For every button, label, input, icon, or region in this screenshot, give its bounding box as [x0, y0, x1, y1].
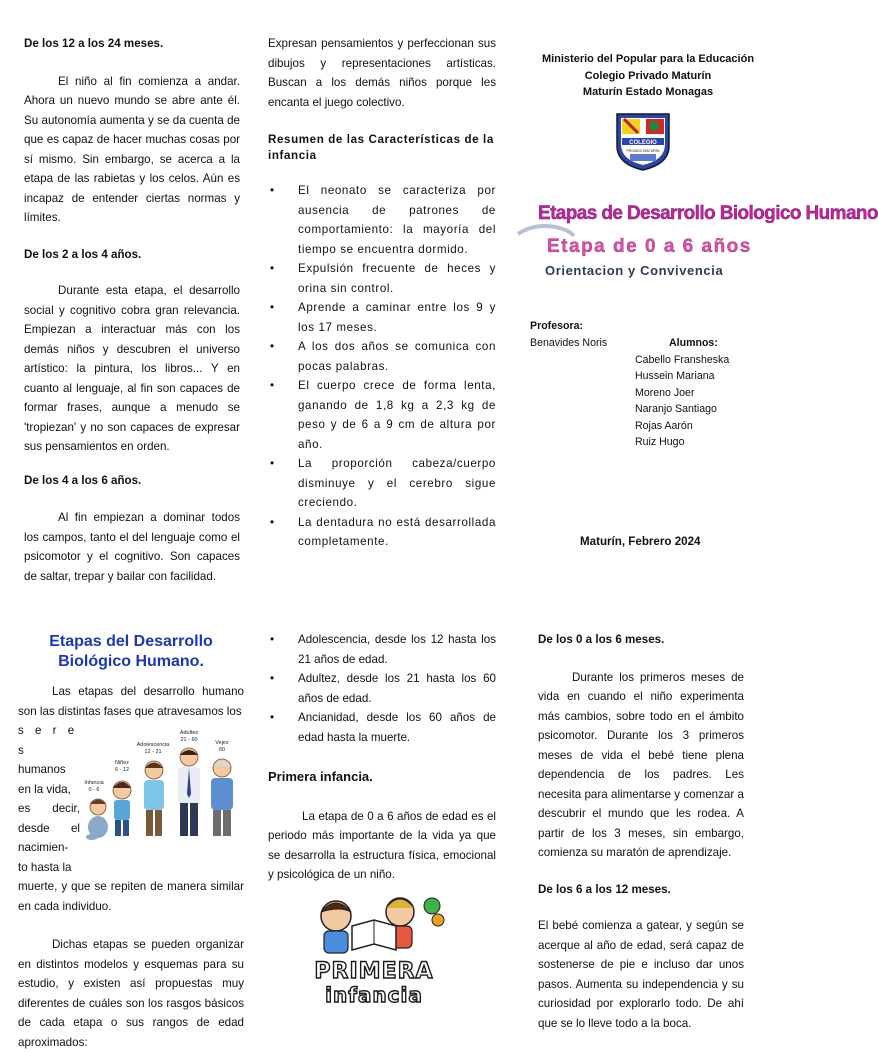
characteristic-item: • Aprende a caminar entre los 9 y los 17 meses. — [268, 298, 496, 337]
student-name: Moreno Joer — [635, 386, 695, 399]
characteristic-item: • El neonato se caracteriza por ausencia de patrones de comportamiento: la mayoría del tiempo se encuentra dormido. — [268, 181, 496, 259]
student-name: Hussein Mariana — [635, 370, 715, 382]
resumen-title: Resumen de las Características de la infancia — [268, 133, 494, 162]
cover-date: Maturín, Febrero 2024 — [580, 535, 701, 548]
heading-4-6-years: De los 4 a los 6 años. — [24, 473, 142, 487]
paragraph-6-12-months: El bebé comienza a gatear, y según se acerque al año de edad, será capaz de sostenerse de pie e incluso dar unos pasos. Aumenta su independencia y su curiosidad por explorarlo todo. De ahí que se lo lleve todo a la boca. — [538, 919, 744, 1030]
wrapped-line: nacimien- — [18, 841, 69, 854]
logo-subtext: PRIVADO MATURÍN — [626, 149, 660, 153]
stage-label: Infancia — [84, 780, 104, 786]
teacher-block — [530, 318, 607, 352]
illustration-text-infancia: infancia — [325, 983, 423, 1007]
heading-2-4-years: De los 2 a los 4 años. — [24, 247, 142, 261]
primera-infancia-title: Primera infancia. — [268, 769, 373, 784]
heading-0-6-months: De los 0 a los 6 meses. — [538, 633, 665, 646]
child-figure — [113, 781, 131, 836]
kid-left-figure — [321, 901, 351, 953]
school-logo-icon — [612, 110, 674, 172]
characteristic-item: • La dentadura no está desarrollada completamente. — [268, 513, 496, 552]
student-name: Ruiz Hugo — [635, 436, 685, 448]
paragraph-12-24-months: El niño al fin comienza a andar. Ahora un nuevo mundo se abre ante él. Su autonomía aumenta y se da cuenta de que es capaz de hacer muchas cosas por sí mismo. Sin embargo, se acerca a la etapa de las rabietas y los celos. Aún es incapaz de entender ciertas normas y límites. — [24, 74, 240, 224]
characteristics-list — [268, 181, 496, 552]
stage-item: • Ancianidad, desde los 60 años de edad hasta la muerte. — [268, 708, 496, 747]
city-line: Maturín Estado Monagas — [582, 86, 714, 98]
student-name: Cabello Fransheska — [635, 353, 730, 366]
wordart-subject: Orientacion y Convivencia — [545, 263, 724, 278]
stages-list — [268, 630, 496, 747]
paragraph-0-6-months: Durante los primeros meses de vida en cuando el niño experimenta más cambios, sobre todo en el ámbito psicomotor. Durante los 3 primeros meses de vida el bebé tiene plena dependencia de los padres. Les necesita para alimentarse y comenzar a descubrir el mundo que les rodea. A partir de los 3 meses, sin embargo, comienza su maratón de aprendizaje. — [538, 670, 744, 859]
stage-label: Vejez — [215, 740, 229, 746]
paragraph-expresan: Expresan pensamientos y perfeccionan sus dibujos y representaciones artísticas. Buscan a los demás niños porque les encanta el juego colectivo. — [268, 37, 496, 109]
panel-col5 — [268, 630, 496, 885]
book-icon — [352, 920, 396, 950]
characteristic-item: • La proporción cabeza/cuerpo disminuye y el cerebro sigue creciendo. — [268, 454, 496, 513]
teen-figure — [144, 761, 164, 836]
ministry-line: Ministerio del Popular para la Educación — [541, 53, 755, 65]
panel-col4 — [18, 632, 244, 1052]
characteristic-item: • A los dos años se comunica con pocas palabras. — [268, 337, 496, 376]
life-stages-illustration — [82, 724, 244, 842]
students-label: Alumnos: — [669, 337, 718, 349]
stage-label: Adultez — [179, 730, 199, 736]
student-name: Rojas Aarón — [635, 419, 693, 432]
paragraph-2-4-years: Durante esta etapa, el desarrollo social y cognitivo cobra gran relevancia. Empiezan a interactuar más con los demás niños y descubren el universo artístico: la pintura, los libros... Y en cuanto al lenguaje, al fin son capaces de formar frases, aunque a menudo se 'tropiezan' y no son capaces de expresar sus pensamientos en orden. — [24, 284, 240, 453]
panel-col2 — [268, 34, 496, 552]
wrapped-text-column — [18, 721, 80, 877]
elder-figure — [211, 759, 233, 836]
intro-paragraph-end: muerte, y que se repiten de manera similar en cada individuo. — [18, 880, 244, 913]
logo-text: COLEGIO — [629, 140, 657, 146]
wordart-subtitle: Etapa de 0 a 6 años — [547, 236, 752, 257]
characteristic-item: • El cuerpo crece de forma lenta, ganando de 1,8 kg a 2,3 kg de peso y de 6 a 9 cm de altura por año. — [268, 376, 496, 454]
stage-label: Niñez — [114, 760, 130, 766]
wrapped-line: es decir, — [18, 802, 80, 815]
teacher-name: Benavides Noris — [530, 337, 608, 349]
stage-range: 6 - 12 — [114, 767, 130, 773]
stage-item: • Adultez, desde los 21 hasta los 60 años de edad. — [268, 669, 496, 708]
stage-range: 21 - 60 — [180, 737, 198, 743]
stages-paragraph: Dichas etapas se pueden organizar en distintos modelos y esquemas para su estudio, y existen así propuestas muy diferentes de cuáles son los rasgos básicos de cada etapa o sus rangos de edad aproximados: — [18, 938, 244, 1049]
students-block — [635, 335, 729, 451]
intro-paragraph-start: Las etapas del desarrollo humano son las distintas fases que atravesamos los — [18, 685, 244, 718]
student-name: Naranjo Santiago — [635, 403, 717, 415]
panel-col1 — [24, 34, 240, 586]
stage-range: 12 - 21 — [144, 749, 162, 755]
cover-header — [528, 51, 768, 101]
teacher-label: Profesora: — [530, 320, 583, 332]
wrapped-line: desde el — [18, 821, 80, 835]
primera-infancia-paragraph: La etapa de 0 a 6 años de edad es el periodo más importante de la vida ya que se desarrolla la estructura física, emocional y psicológica de un niño. — [268, 809, 496, 881]
characteristic-item: • Expulsión frecuente de heces y orina sin control. — [268, 259, 496, 298]
heading-6-12-months: De los 6 a los 12 meses. — [538, 882, 671, 896]
baby-figure — [86, 799, 108, 840]
panel-col6 — [538, 630, 744, 1033]
wrapped-line: s e r e s — [18, 724, 79, 757]
stage-range: 0 - 6 — [88, 787, 100, 793]
adult-figure — [178, 748, 200, 836]
wrapped-line: en la vida, — [18, 782, 71, 796]
wrapped-line: to hasta la — [18, 860, 72, 874]
wordart-title: Etapas de Desarrollo Biologico Humano — [538, 203, 878, 224]
stage-item: • Adolescencia, desde los 12 hasta los 21 años de edad. — [268, 630, 496, 669]
school-line: Colegio Privado Maturín — [584, 69, 712, 82]
paragraph-4-6-years: Al fin empiezan a dominar todos los campos, tanto el del lenguaje como el psicomotor y el cognitivo. Son capaces de saltar, trepar y bailar con facilidad. — [24, 511, 240, 583]
primera-infancia-illustration — [296, 886, 452, 1008]
wrapped-line: humanos — [18, 763, 66, 776]
stage-range: 60 — [218, 747, 226, 753]
section-title: Etapas del Desarrollo Biológico Humano. — [49, 633, 213, 670]
stage-label: Adolescencia — [136, 742, 170, 748]
heading-12-24-months: De los 12 a los 24 meses. — [24, 37, 164, 50]
illustration-text-primera: PRIMERA — [314, 959, 434, 984]
